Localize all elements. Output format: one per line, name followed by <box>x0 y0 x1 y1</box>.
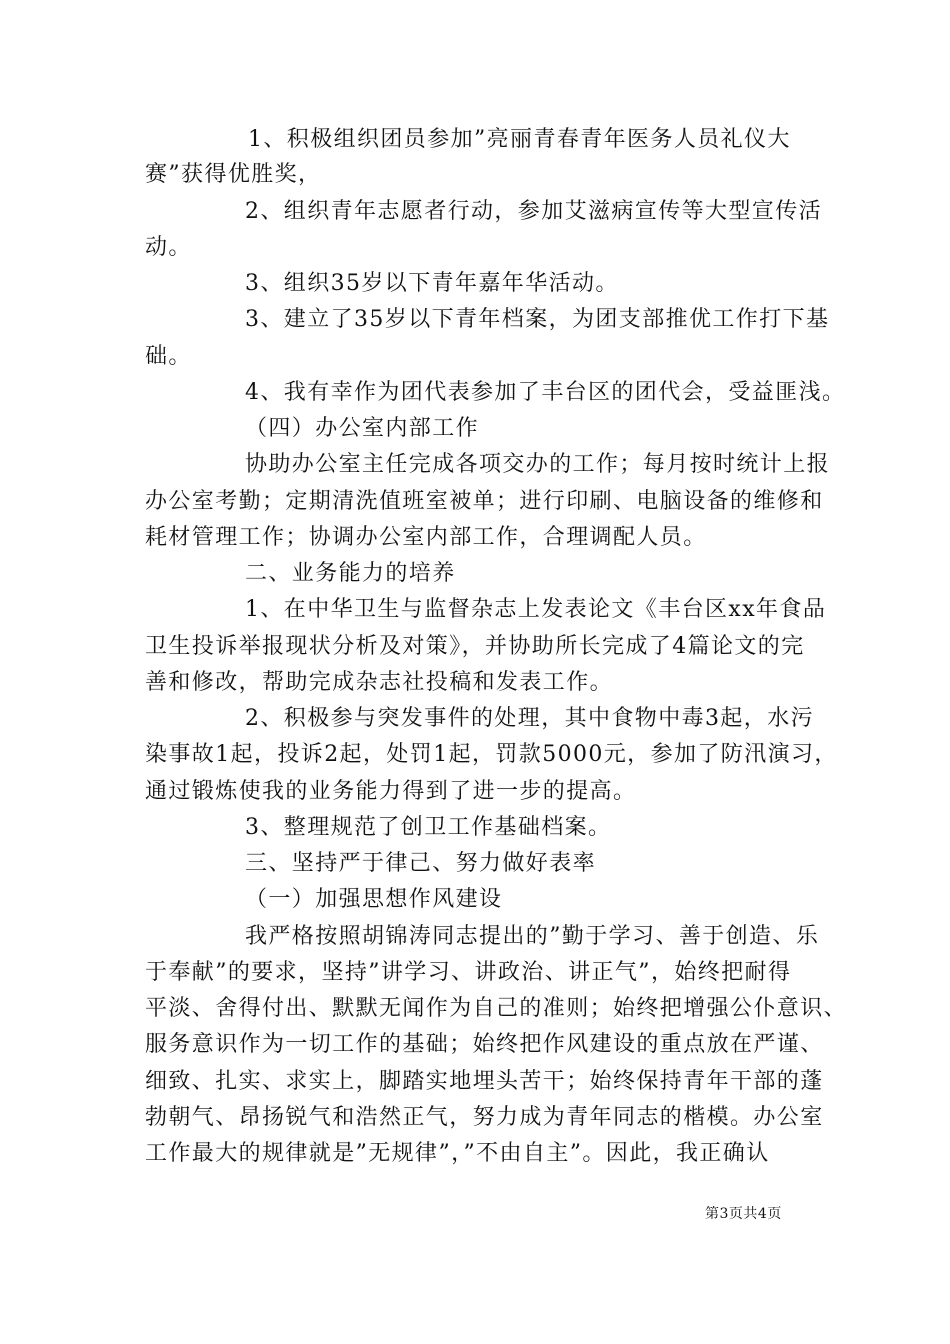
text-line: 1、在中华卫生与监督杂志上发表论文《丰台区xx年食品 <box>245 597 827 622</box>
text-line: 3、组织35岁以下青年嘉年华活动。 <box>245 271 619 296</box>
text-line: 服务意识作为一切工作的基础；始终把作风建设的重点放在严谨、 <box>145 1032 824 1057</box>
text-line: 善和修改，帮助完成杂志社投稿和发表工作。 <box>145 670 614 695</box>
text-line: 勃朝气、昂扬锐气和浩然正气，努力成为青年同志的楷模。办公室 <box>145 1105 824 1130</box>
text-line: 3、整理规范了创卫工作基础档案。 <box>245 815 612 840</box>
text-line: 2、组织青年志愿者行动，参加艾滋病宣传等大型宣传活 <box>245 199 822 224</box>
text-line: 染事故1起，投诉2起，处罚1起，罚款5000元，参加了防汛演习， <box>145 742 838 767</box>
section-heading: （一）加强思想作风建设 <box>245 887 503 912</box>
text-line: 通过锻炼使我的业务能力得到了进一步的提高。 <box>145 779 637 804</box>
text-line: 办公室考勤；定期清洗值班室被单；进行印刷、电脑设备的维修和 <box>145 489 824 514</box>
text-line: 于奉献”的要求，坚持”讲学习、讲政治、讲正气”，始终把耐得 <box>145 960 792 985</box>
text-line: 4、我有幸作为团代表参加了丰台区的团代会，受益匪浅。 <box>245 380 846 405</box>
text-line: 协助办公室主任完成各项交办的工作；每月按时统计上报 <box>245 452 831 477</box>
text-line: 2、积极参与突发事件的处理，其中食物中毒3起，水污 <box>245 706 814 731</box>
text-line: 细致、扎实、求实上，脚踏实地埋头苦干；始终保持青年干部的蓬 <box>145 1069 824 1094</box>
section-heading: （四）办公室内部工作 <box>245 416 480 441</box>
text-line: 动。 <box>145 235 192 260</box>
section-heading: 二、业务能力的培养 <box>245 561 456 586</box>
text-line: 赛”获得优胜奖， <box>145 162 322 187</box>
text-line: 我严格按照胡锦涛同志提出的”勤于学习、善于创造、乐 <box>245 924 820 949</box>
text-line: 工作最大的规律就是”无规律”，”不由自主”。因此，我正确认 <box>145 1141 770 1166</box>
section-heading: 三、坚持严于律己、努力做好表率 <box>245 851 597 876</box>
text-line: 耗材管理工作；协调办公室内部工作，合理调配人员。 <box>145 525 707 550</box>
text-line: 3、建立了35岁以下青年档案，为团支部推优工作打下基 <box>245 307 830 332</box>
page-footer: 第3页共4页 <box>705 1206 782 1222</box>
text-line: 1、积极组织团员参加”亮丽青春青年医务人员礼仪大 <box>248 127 791 152</box>
text-line: 平淡、舍得付出、默默无闻作为自己的准则；始终把增强公仆意识、 <box>145 996 848 1021</box>
text-line: 卫生投诉举报现状分析及对策》，并协助所长完成了4篇论文的完 <box>145 634 805 659</box>
text-line: 础。 <box>145 344 192 369</box>
